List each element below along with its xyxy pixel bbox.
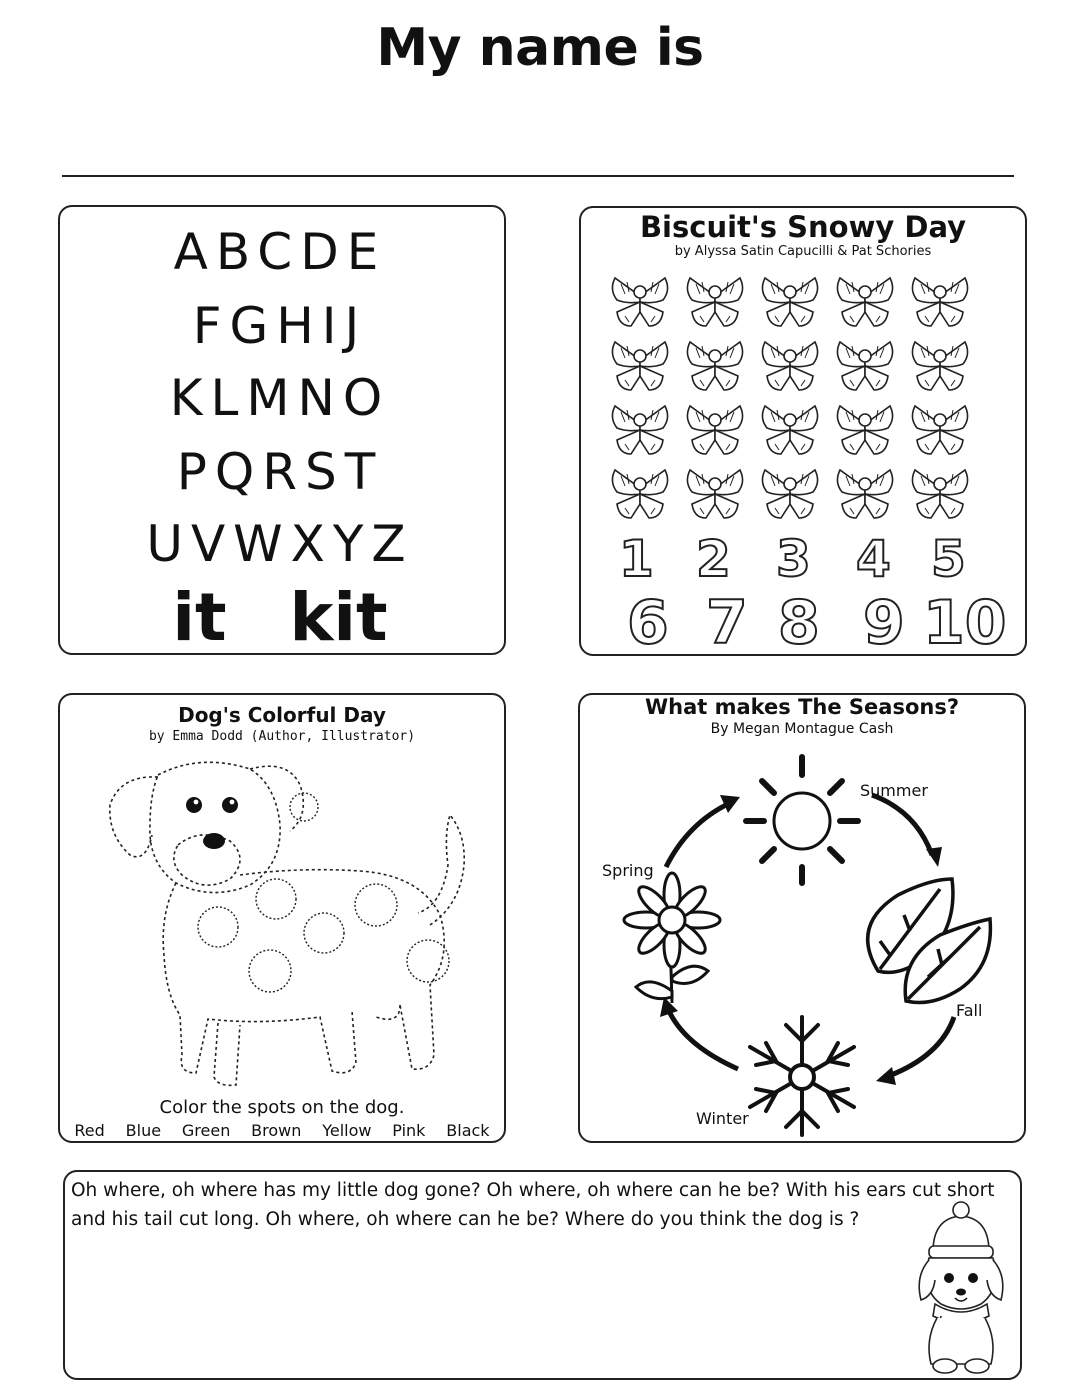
number-tracing: 10 [923,588,1007,656]
book-author: By Megan Montague Cash [710,721,894,737]
number-tracing: 4 [856,530,891,588]
color-word: Pink [392,1121,426,1140]
rhyme-panel [63,1170,1022,1380]
name-write-line[interactable] [62,175,1014,177]
snow-angel-icon [832,464,898,522]
snowflake-icon [750,1017,854,1135]
rhyme-text: Oh where, oh where has my little dog gone? Oh where, oh where can he be? With his ears cut short and his tail cut long. Oh where, oh where can he be? Where do you think the dog is ? [71,1180,995,1230]
snow-angel-icon [832,400,898,458]
season-label-winter: Winter [696,1109,749,1128]
number-tracing: 6 [627,588,669,656]
numbers-row-2 [581,588,1025,656]
season-label-fall: Fall [956,1001,983,1020]
number-tracing: 1 [619,530,654,588]
season-label-summer: Summer [860,781,928,800]
color-word: Blue [125,1121,162,1140]
snow-angel-icon [757,336,823,394]
numbers-row-1 [581,530,1025,590]
season-label-spring: Spring [602,861,654,880]
flower-icon [624,873,720,1003]
book-title: Dog's Colorful Day [178,703,386,727]
book-author: by Emma Dodd (Author, Illustrator) [148,729,416,744]
number-tracing: 7 [706,588,748,656]
snow-angel-icon [607,464,673,522]
alphabet-panel [58,205,506,655]
book-title: What makes The Seasons? [644,695,960,719]
dog-colorful-day-panel [58,693,506,1143]
snowy-day-panel [579,206,1027,656]
snow-angel-grid [607,272,983,532]
instruction-text: Color the spots on the dog. [159,1097,405,1118]
season-cycle-diagram [580,745,1024,1141]
snow-angel-icon [832,336,898,394]
sight-words: it kit [172,579,388,655]
number-tracing: 2 [696,530,731,588]
seasons-panel [578,693,1026,1143]
snow-angel-icon [607,272,673,330]
snow-angel-icon [757,400,823,458]
snow-angel-icon [907,272,973,330]
number-tracing: 3 [776,530,811,588]
color-word: Green [181,1121,231,1140]
snow-angel-icon [757,272,823,330]
snow-angel-icon [607,336,673,394]
number-tracing: 9 [863,588,905,656]
color-word: Brown [251,1121,302,1140]
snow-angel-icon [907,336,973,394]
alphabet-row: KLMNO [169,369,391,427]
alphabet-row: ABCDE [173,223,387,281]
snow-angel-icon [907,464,973,522]
snow-angel-icon [682,336,748,394]
snow-angel-icon [832,272,898,330]
leaf-icon [868,879,991,1003]
snow-angel-icon [682,272,748,330]
snow-angel-icon [682,400,748,458]
alphabet-row: UVWXYZ [146,515,414,573]
book-title: Biscuit's Snowy Day [639,210,967,244]
color-word: Yellow [322,1121,372,1140]
alphabet-row: FGHIJ [192,297,368,355]
dotted-dog-icon [100,755,480,1091]
book-author: by Alyssa Satin Capucilli & Pat Schories [674,244,932,259]
number-tracing: 5 [931,530,966,588]
number-tracing: 8 [778,588,820,656]
snow-angel-icon [907,400,973,458]
color-word: Red [74,1121,105,1140]
page-title: My name is [376,18,704,78]
snow-angel-icon [607,400,673,458]
snow-angel-icon [757,464,823,522]
snow-angel-icon [682,464,748,522]
color-word-list [60,1121,504,1140]
color-word: Black [446,1121,490,1140]
winter-puppy-icon [911,1200,1011,1376]
sun-icon [746,757,858,883]
alphabet-row: PQRST [176,443,384,501]
